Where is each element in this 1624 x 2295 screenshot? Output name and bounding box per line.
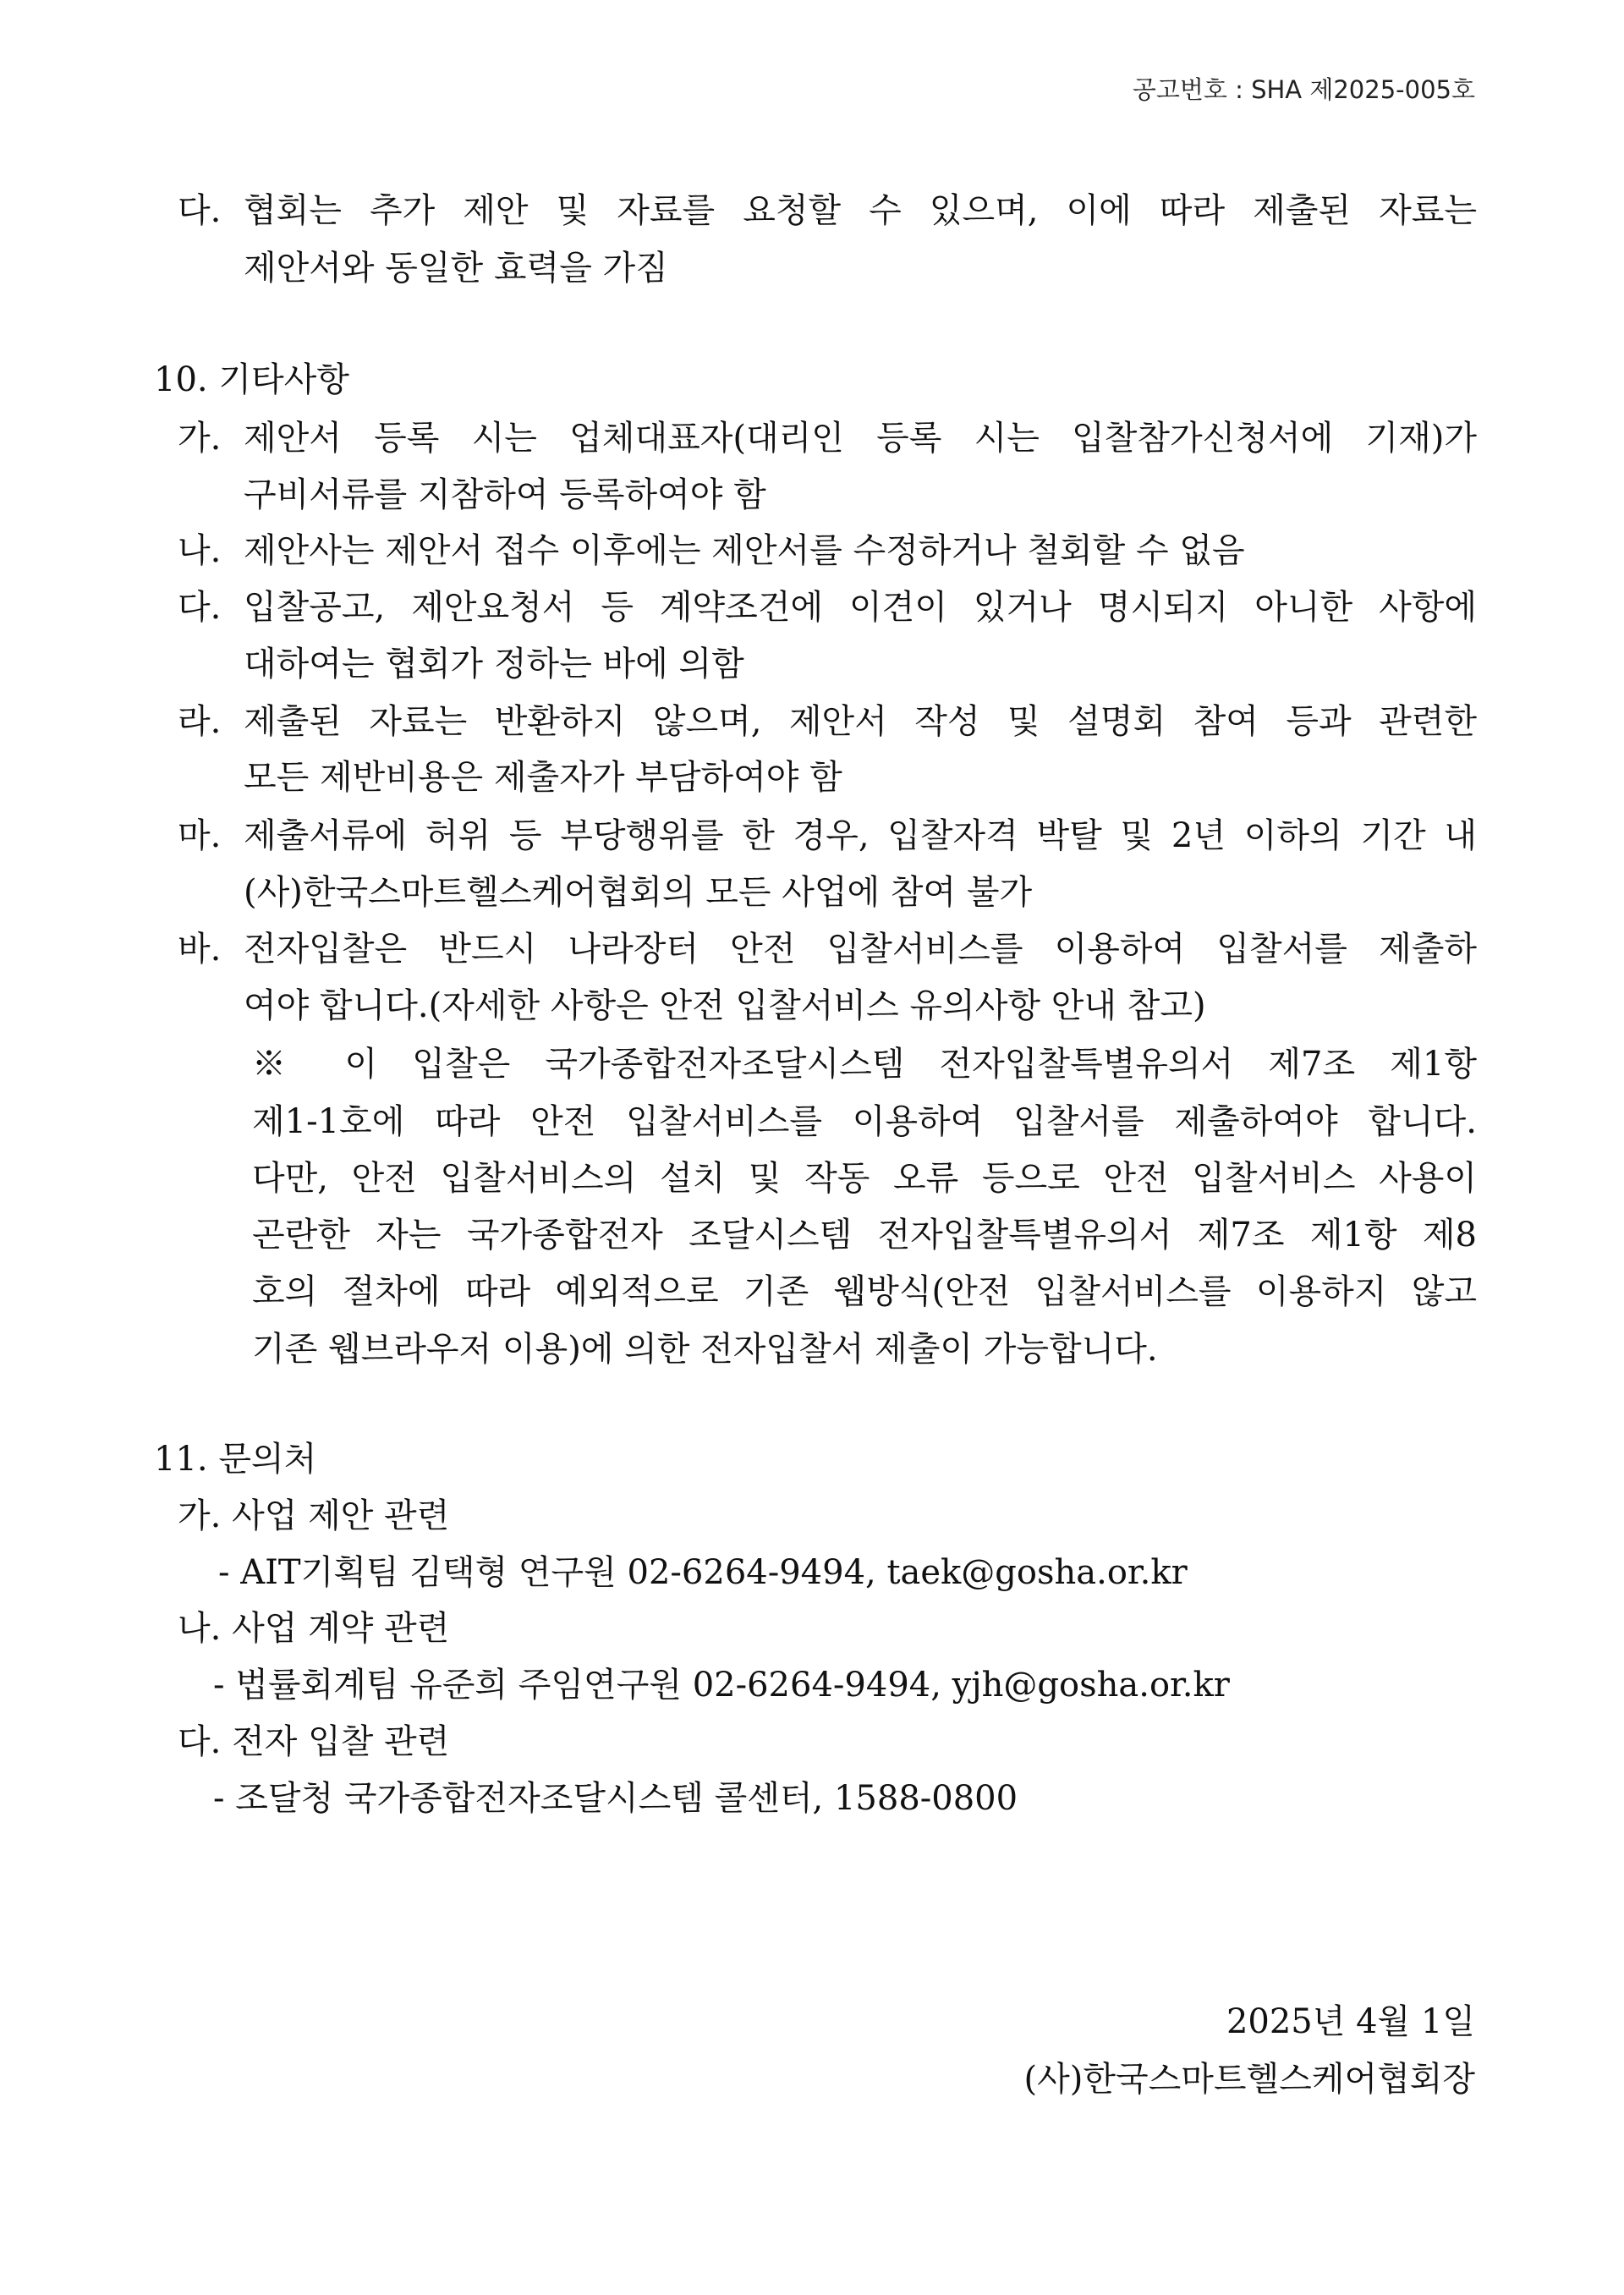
contact-detail: - 법률회계팀 유준희 주임연구원 02-6264-9494, yjh@gosha.or.kr (213, 1666, 1230, 1705)
item-text-line: 여야 합니다.(자세한 사항은 안전 입찰서비스 유의사항 안내 참고) (244, 986, 1206, 1025)
issue-date: 2025년 4월 1일 (1226, 2002, 1475, 2041)
item-text-line: 제안사는 제안서 접수 이후에는 제안서를 수정하거나 철회할 수 없음 (244, 531, 1245, 570)
note-line: ※ 이 입찰은 국가종합전자조달시스템 전자입찰특별유의서 제7조 제1항 (252, 1045, 1477, 1084)
item-text-line: 구비서류를 지참하여 등록하여야 함 (244, 475, 766, 514)
item-marker: 마. (178, 816, 222, 855)
notice-number: 공고번호 : SHA 제2025-005호 (1132, 75, 1475, 104)
contact-heading: 가. 사업 제안 관련 (178, 1496, 450, 1535)
item-text-line: 제안서와 동일한 효력을 가짐 (244, 249, 668, 288)
item-text-line: 입찰공고, 제안요청서 등 계약조건에 이견이 있거나 명시되지 아니한 사항에 (244, 588, 1477, 627)
item-text-line: (사)한국스마트헬스케어협회의 모든 사업에 참여 불가 (244, 873, 1033, 912)
item-text-line: 제출된 자료는 반환하지 않으며, 제안서 작성 및 설명회 참여 등과 관련한 (244, 702, 1477, 741)
section-title: 11. 문의처 (154, 1440, 317, 1479)
item-marker: 라. (178, 702, 222, 741)
note-line: 기존 웹브라우저 이용)에 의한 전자입찰서 제출이 가능합니다. (252, 1330, 1158, 1369)
item-text-line: 모든 제반비용은 제출자가 부담하여야 함 (244, 758, 842, 797)
contact-heading: 다. 전자 입찰 관련 (178, 1722, 450, 1761)
contact-detail: - 조달청 국가종합전자조달시스템 콜센터, 1588-0800 (213, 1779, 1018, 1818)
item-text-line: 전자입찰은 반드시 나라장터 안전 입찰서비스를 이용하여 입찰서를 제출하 (244, 930, 1477, 969)
item-marker: 다. (178, 588, 222, 627)
item-text-line: 제출서류에 허위 등 부당행위를 한 경우, 입찰자격 박탈 및 2년 이하의 기간 내 (244, 816, 1477, 855)
section-title: 10. 기타사항 (154, 360, 349, 399)
item-text-line: 대하여는 협회가 정하는 바에 의함 (244, 645, 744, 684)
note-line: 곤란한 자는 국가종합전자 조달시스템 전자입찰특별유의서 제7조 제1항 제8 (252, 1216, 1477, 1255)
contact-detail: - AIT기획팀 김택형 연구원 02-6264-9494, taek@gosha.or.kr (218, 1553, 1188, 1592)
item-marker: 가. (178, 419, 222, 458)
item-text-line: 협회는 추가 제안 및 자료를 요청할 수 있으며, 이에 따라 제출된 자료는 (244, 191, 1477, 230)
item-marker: 바. (178, 930, 222, 969)
note-line: 다만, 안전 입찰서비스의 설치 및 작동 오류 등으로 안전 입찰서비스 사용이 (252, 1159, 1477, 1198)
note-line: 호의 절차에 따라 예외적으로 기존 웹방식(안전 입찰서비스를 이용하지 않고 (252, 1272, 1477, 1311)
item-text-line: 제안서 등록 시는 업체대표자(대리인 등록 시는 입찰참가신청서에 기재)가 (244, 419, 1477, 458)
issuer-name: (사)한국스마트헬스케어협회장 (1023, 2060, 1475, 2099)
item-marker: 나. (178, 531, 222, 570)
item-marker: 다. (178, 191, 222, 230)
note-line: 제1-1호에 따라 안전 입찰서비스를 이용하여 입찰서를 제출하여야 합니다. (252, 1102, 1477, 1141)
contact-heading: 나. 사업 계약 관련 (178, 1609, 450, 1648)
